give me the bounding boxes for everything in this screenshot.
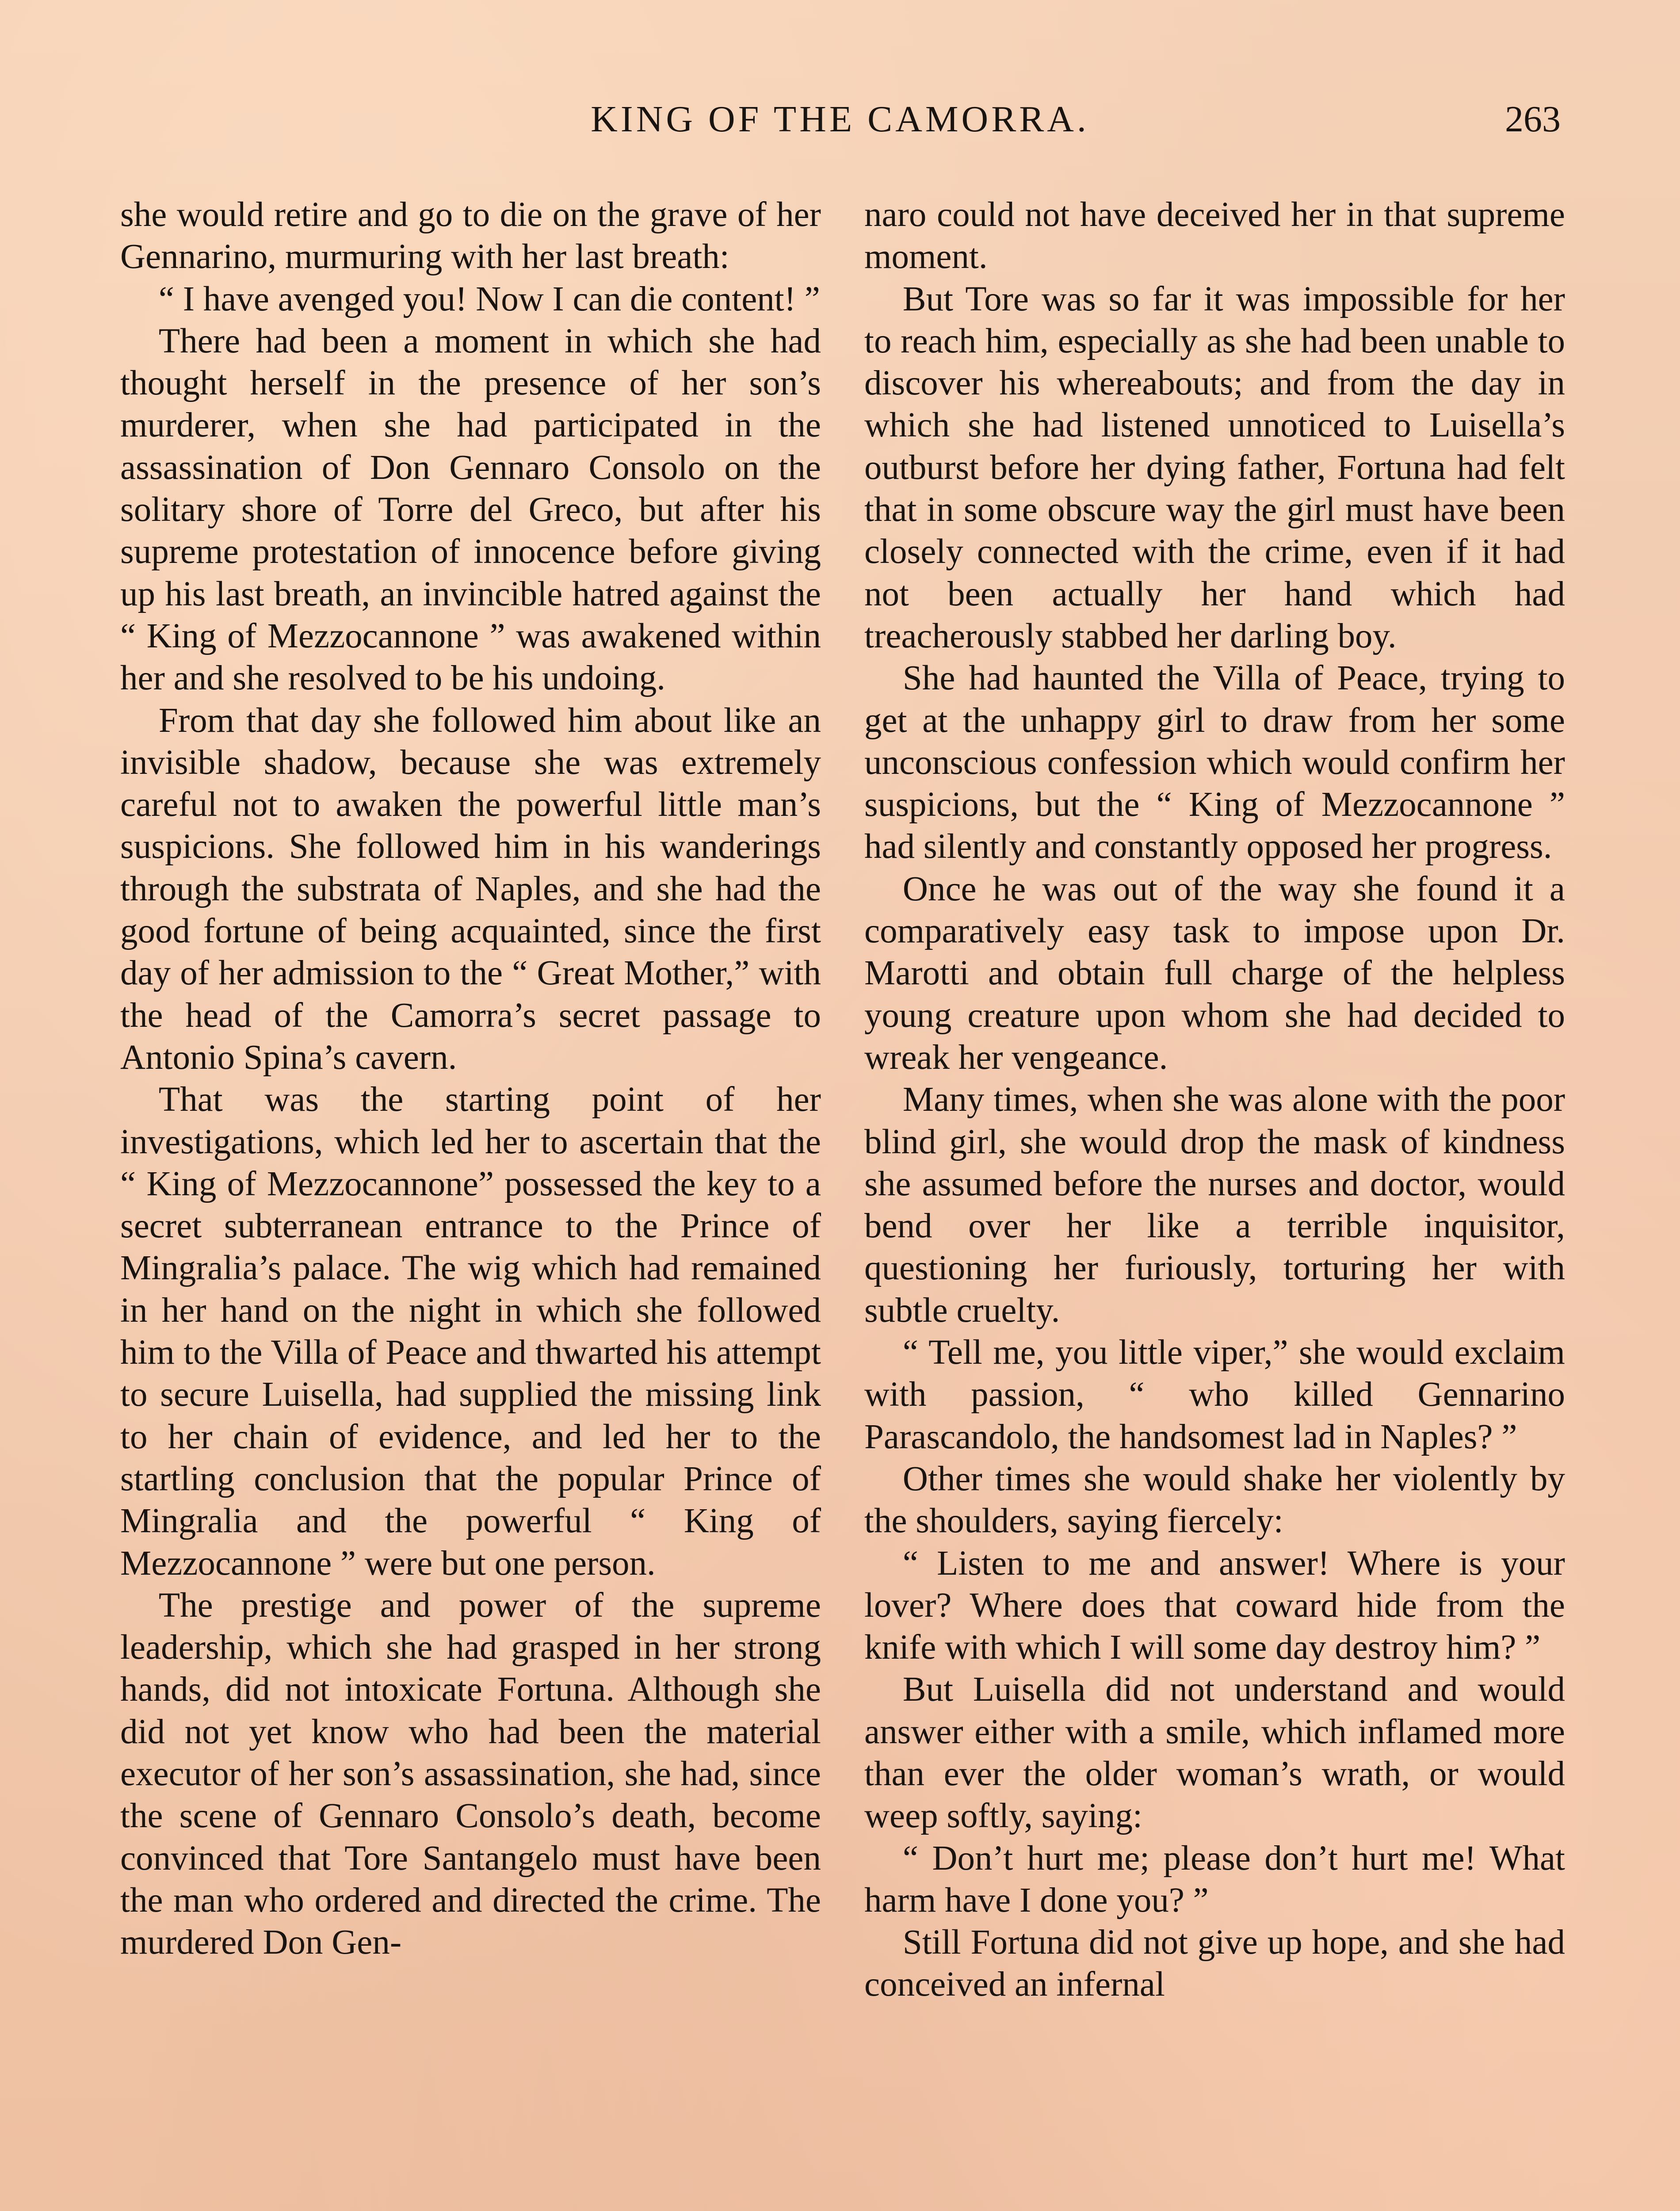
paragraph: “ I have avenged you! Now I can die content! ” <box>158 279 820 318</box>
paragraph: Once he was out of the way she found it a comparatively easy task to impose upon Dr. Marotti and obtain full charge of the helpless young creature upon whom she had decided to wreak her vengeance. <box>864 869 1565 1077</box>
paragraph: The prestige and power of the supreme leadership, which she had grasped in her strong hands, did not intoxicate Fortuna. Although she did not yet know who had been the material executor of her son’s assassination, she had, since the scene of Gennaro Consolo’s death, become convinced that Tore Santangelo must have been the man who ordered and directed the crime. The murdered Don Gen- <box>120 1586 821 1962</box>
paragraph: “ Listen to me and answer! Where is your lover? Where does that coward hide from the knife with which I will some day destroy him? ” <box>864 1544 1565 1667</box>
running-title: KING OF THE CAMORRA. <box>591 99 1089 140</box>
paragraph: naro could not have deceived her in that supreme moment. <box>864 195 1565 276</box>
paragraph: “ Don’t hurt me; please don’t hurt me! What harm have I done you? ” <box>864 1839 1565 1920</box>
paragraph: But Tore was so far it was impossible for her to reach him, especially as she had been unable to discover his whereabouts; and from the day in which she had listened unnoticed to Luisella’s outburst before her dying father, Fortuna had felt that in some obscure way the girl must have been closely connected with the crime, even if it had not been actually her hand which had treacherously stabbed her darling boy. <box>864 279 1565 655</box>
paragraph: she would retire and go to die on the grave of her Gennarino, murmuring with her last breath: <box>120 195 821 276</box>
paragraph: She had haunted the Villa of Peace, trying to get at the unhappy girl to draw from her some unconscious confession which would confirm her suspicions, but the “ King of Mezzocannone ” had silently and constantly opposed her progress. <box>864 659 1565 866</box>
right-column <box>864 194 1565 2006</box>
paragraph: Still Fortuna did not give up hope, and she had conceived an infernal <box>864 1923 1565 2004</box>
page-header <box>119 95 1561 144</box>
left-column <box>120 194 821 1963</box>
paragraph: Other times she would shake her violently by the shoulders, saying fiercely: <box>864 1459 1565 1541</box>
paragraph: From that day she followed him about like an invisible shadow, because she was extremely careful not to awaken the powerful little man’s suspicions. She followed him in his wanderings through the substrata of Naples, and she had the good fortune of being acquainted, since the first day of her admission to the “ Great Mother,” with the head of the Camorra’s secret passage to Antonio Spina’s cavern. <box>120 701 821 1077</box>
paragraph: Many times, when she was alone with the poor blind girl, she would drop the mask of kindness she assumed before the nurses and doctor, would bend over her like a terrible inquisitor, questioning her furiously, torturing her with subtle cruelty. <box>864 1080 1565 1330</box>
paragraph: That was the starting point of her investigations, which led her to ascertain that the “ King of Mezzocannone” possessed the key to a secret subterranean entrance to the Prince of Mingralia’s palace. The wig which had remained in her hand on the night in which she followed him to the Villa of Peace and thwarted his attempt to secure Luisella, had supplied the missing link to her chain of evidence, and led her to the startling conclusion that the popular Prince of Mingralia and the powerful “ King of Mezzocannone ” were but one person. <box>120 1080 821 1583</box>
paragraph: But Luisella did not understand and would answer either with a smile, which inflamed more than ever the older woman’s wrath, or would weep softly, saying: <box>864 1670 1565 1836</box>
page-number: 263 <box>1505 99 1561 140</box>
paragraph: There had been a moment in which she had thought herself in the presence of her son’s murderer, when she had participated in the assassination of Don Gennaro Consolo on the solitary shore of Torre del Greco, but after his supreme protestation of innocence before giving up his last breath, an invincible hatred against the “ King of Mezzocannone ” was awakened within her and she resolved to be his undoing. <box>120 321 821 698</box>
paragraph: “ Tell me, you little viper,” she would exclaim with passion, “ who killed Gennarino Parascandolo, the handsomest lad in Naples? ” <box>864 1333 1565 1456</box>
